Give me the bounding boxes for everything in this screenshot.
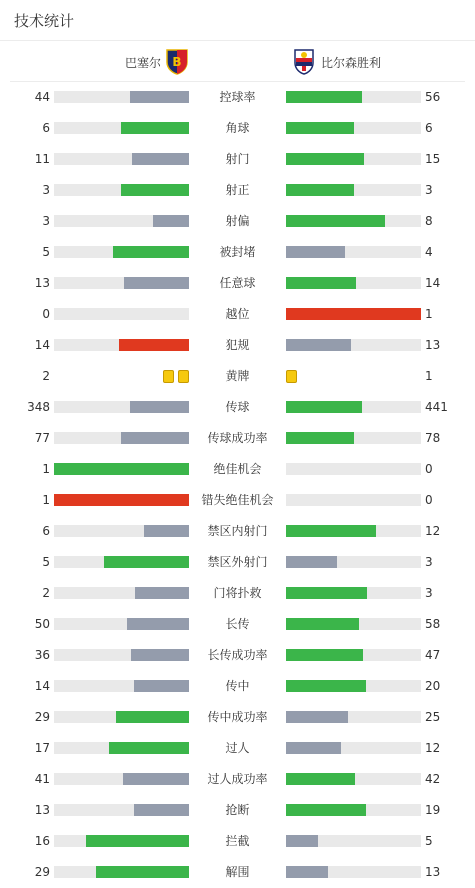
away-stat-bar-fill [286,339,351,351]
home-stat-bar-fill [127,618,189,630]
page-title: 技术统计 [14,12,75,30]
away-stat-bar-fill [286,742,341,754]
stat-row [0,236,475,267]
away-stat-value: 47 [425,648,441,662]
home-stat-value: 29 [34,865,50,879]
home-stat-bar-fill [121,184,189,196]
stat-row [0,608,475,639]
stat-label: 过人 [225,741,250,755]
home-stat-value: 2 [42,586,50,600]
stat-row [0,701,475,732]
home-stat-value: 0 [42,307,50,321]
away-stat-bar-fill [286,153,364,165]
home-stat-value: 36 [34,648,50,662]
teams-header [10,42,465,82]
away-stat-value: 1 [425,307,433,321]
away-stat-bar [286,91,421,103]
home-stat-value: 3 [42,214,50,228]
home-stat-bar-fill [144,525,189,537]
stat-label: 抢断 [225,803,250,817]
stat-label: 禁区内射门 [207,524,268,538]
stat-label: 长传 [225,617,250,631]
away-stat-value: 42 [425,772,441,786]
away-stat-bar [286,463,421,475]
away-stat-value: 56 [425,90,441,104]
stat-label: 射门 [225,152,250,166]
stat-row [0,81,475,112]
away-stat-bar-fill [286,618,359,630]
home-stat-value: 16 [34,834,50,848]
away-stat-bar-fill [286,711,348,723]
home-stat-value: 3 [42,183,50,197]
home-stat-bar-fill [132,153,189,165]
home-stat-bar [54,308,189,320]
home-stat-bar [54,804,189,816]
away-stat-bar [286,742,421,754]
home-stat-bar [54,432,189,444]
away-stat-bar [286,556,421,568]
stat-label: 传中 [225,679,250,693]
away-stat-bar [286,835,421,847]
stat-label: 任意球 [219,276,256,290]
home-stat-value: 5 [42,555,50,569]
home-stat-bar [54,556,189,568]
away-stat-bar [286,122,421,134]
home-stat-value: 14 [34,338,50,352]
home-stat-bar [54,463,189,475]
home-stat-value: 2 [42,369,50,383]
home-stat-bar [54,587,189,599]
stat-row [0,825,475,856]
away-stat-bar-fill [286,804,366,816]
home-stat-bar-fill [54,494,189,506]
away-stat-value: 1 [425,369,433,383]
home-stat-value: 6 [42,121,50,135]
home-stat-bar [54,277,189,289]
home-stat-bar-fill [121,432,189,444]
home-team[interactable] [125,48,189,76]
away-stat-value: 13 [425,865,441,879]
stat-label: 角球 [225,121,250,135]
stat-label: 黄牌 [225,369,250,383]
away-stat-value: 3 [425,183,433,197]
home-stat-bar [54,773,189,785]
stat-label: 越位 [225,307,250,321]
away-stat-bar-fill [286,246,345,258]
away-stat-value: 441 [425,400,448,414]
away-stat-bar [286,401,421,413]
home-stat-bar-fill [96,866,189,878]
home-stat-value: 41 [34,772,50,786]
away-stat-bar [286,525,421,537]
home-stat-bar [54,246,189,258]
home-stat-bar [54,184,189,196]
stat-label: 传中成功率 [207,710,268,724]
home-stat-value: 1 [42,462,50,476]
home-stat-value: 13 [34,276,50,290]
away-stat-bar [286,773,421,785]
stat-label: 拦截 [225,834,250,848]
stat-row [0,484,475,515]
home-stat-value: 14 [34,679,50,693]
away-stat-bar [286,339,421,351]
stat-label: 绝佳机会 [213,462,262,476]
home-stat-value: 5 [42,245,50,259]
away-stat-bar-fill [286,184,354,196]
away-stat-bar [286,277,421,289]
home-stat-value: 44 [34,90,50,104]
home-stat-bar-fill [134,680,189,692]
home-stat-bar [54,401,189,413]
away-stat-bar [286,494,421,506]
away-stat-value: 12 [425,524,441,538]
away-stat-value: 20 [425,679,441,693]
away-stat-bar [286,804,421,816]
away-stat-value: 25 [425,710,441,724]
away-stat-bar-fill [286,308,421,320]
stat-label: 解围 [225,865,250,879]
stat-label: 射正 [225,183,250,197]
home-stat-bar [54,742,189,754]
stat-row [0,298,475,329]
home-stat-value: 29 [34,710,50,724]
home-stat-bar [54,525,189,537]
home-stat-bar [54,618,189,630]
stat-row [0,856,475,887]
stat-row [0,577,475,608]
stat-row [0,763,475,794]
stat-row [0,391,475,422]
stat-label: 犯规 [225,338,250,352]
stat-row [0,143,475,174]
away-team-name: 比尔森胜利 [321,55,382,70]
away-stat-value: 8 [425,214,433,228]
home-stat-bar-fill [119,339,189,351]
home-stat-bar-fill [153,215,189,227]
stat-label: 错失绝佳机会 [201,493,274,507]
stat-row [0,267,475,298]
home-yellow-card-icon [178,370,189,383]
away-stat-bar-fill [286,432,354,444]
home-stat-value: 77 [34,431,50,445]
away-stat-bar-fill [286,649,363,661]
away-stat-value: 3 [425,555,433,569]
away-team[interactable] [293,48,381,76]
away-stat-bar [286,184,421,196]
home-stat-value: 50 [34,617,50,631]
home-stat-bar-fill [113,246,189,258]
away-stat-bar-fill [286,835,318,847]
stat-row [0,174,475,205]
stat-label: 被封堵 [219,245,256,259]
away-stat-bar-fill [286,277,356,289]
away-stat-bar-fill [286,866,328,878]
stat-row [0,515,475,546]
away-stat-bar-fill [286,587,367,599]
home-stat-bar-fill [131,649,189,661]
away-stat-value: 78 [425,431,441,445]
away-stat-value: 58 [425,617,441,631]
stat-row [0,453,475,484]
home-stat-bar-fill [54,463,189,475]
stat-row [0,732,475,763]
stat-label: 长传成功率 [207,648,268,662]
home-yellow-card-icon [163,370,174,383]
fc-basel-crest-icon [165,49,189,75]
home-stat-bar [54,91,189,103]
away-stat-bar [286,711,421,723]
home-stat-bar [54,649,189,661]
svg-text:B: B [172,55,182,69]
away-stat-value: 15 [425,152,441,166]
home-stat-bar [54,711,189,723]
home-stat-bar-fill [86,835,189,847]
stat-row [0,794,475,825]
home-stat-bar-fill [135,587,189,599]
away-stat-value: 0 [425,493,433,507]
home-stat-bar [54,122,189,134]
home-stat-bar-fill [109,742,189,754]
home-stat-bar-fill [123,773,189,785]
away-stat-bar [286,153,421,165]
away-stat-value: 6 [425,121,433,135]
home-stat-bar [54,339,189,351]
away-stat-bar [286,649,421,661]
away-stat-bar [286,432,421,444]
away-stat-bar [286,587,421,599]
stat-label: 传球成功率 [207,431,268,445]
stat-label: 传球 [225,400,250,414]
home-stat-bar [54,835,189,847]
home-stat-bar-fill [124,277,189,289]
away-stat-value: 3 [425,586,433,600]
home-stat-bar-fill [134,804,189,816]
home-stat-value: 1 [42,493,50,507]
home-stat-value: 11 [34,152,50,166]
stat-row [0,205,475,236]
stat-label: 射偏 [225,214,250,228]
away-stat-bar [286,866,421,878]
stat-row [0,639,475,670]
home-stat-value: 13 [34,803,50,817]
stat-row [0,670,475,701]
away-stat-bar-fill [286,680,366,692]
home-stat-bar-fill [116,711,189,723]
stat-label: 门将扑救 [213,586,262,600]
stat-row [0,360,475,391]
away-stat-bar [286,308,421,320]
home-team-name: 巴塞尔 [125,55,162,70]
home-stat-bar-fill [130,91,189,103]
home-stat-bar-fill [130,401,189,413]
home-stat-bar [54,153,189,165]
away-stat-value: 13 [425,338,441,352]
away-stat-bar-fill [286,91,362,103]
away-stat-value: 0 [425,462,433,476]
away-stat-value: 19 [425,803,441,817]
away-yellow-card-icon [286,370,297,383]
away-stat-bar [286,680,421,692]
stat-row [0,329,475,360]
home-stat-bar-fill [104,556,189,568]
stat-label: 过人成功率 [207,772,268,786]
away-stat-bar [286,215,421,227]
stat-label: 控球率 [219,90,256,104]
away-stat-bar [286,246,421,258]
home-stat-value: 348 [27,400,50,414]
away-stat-value: 4 [425,245,433,259]
home-stat-bar [54,680,189,692]
home-stat-bar [54,215,189,227]
home-stat-bar [54,866,189,878]
away-stat-bar-fill [286,215,385,227]
away-stat-bar-fill [286,773,355,785]
home-stat-value: 17 [34,741,50,755]
viktoria-plzen-crest-icon [293,49,317,75]
away-stat-bar [286,618,421,630]
away-stat-bar-fill [286,401,362,413]
away-stat-value: 14 [425,276,441,290]
stat-row [0,422,475,453]
home-stat-bar-fill [121,122,189,134]
home-stat-bar [54,494,189,506]
home-stat-value: 6 [42,524,50,538]
away-stat-bar-fill [286,556,337,568]
away-stat-value: 12 [425,741,441,755]
stat-row [0,546,475,577]
title-bar [0,0,475,41]
stat-row [0,112,475,143]
away-stat-value: 5 [425,834,433,848]
stat-label: 禁区外射门 [207,555,268,569]
away-stat-bar-fill [286,122,354,134]
away-stat-bar-fill [286,525,376,537]
